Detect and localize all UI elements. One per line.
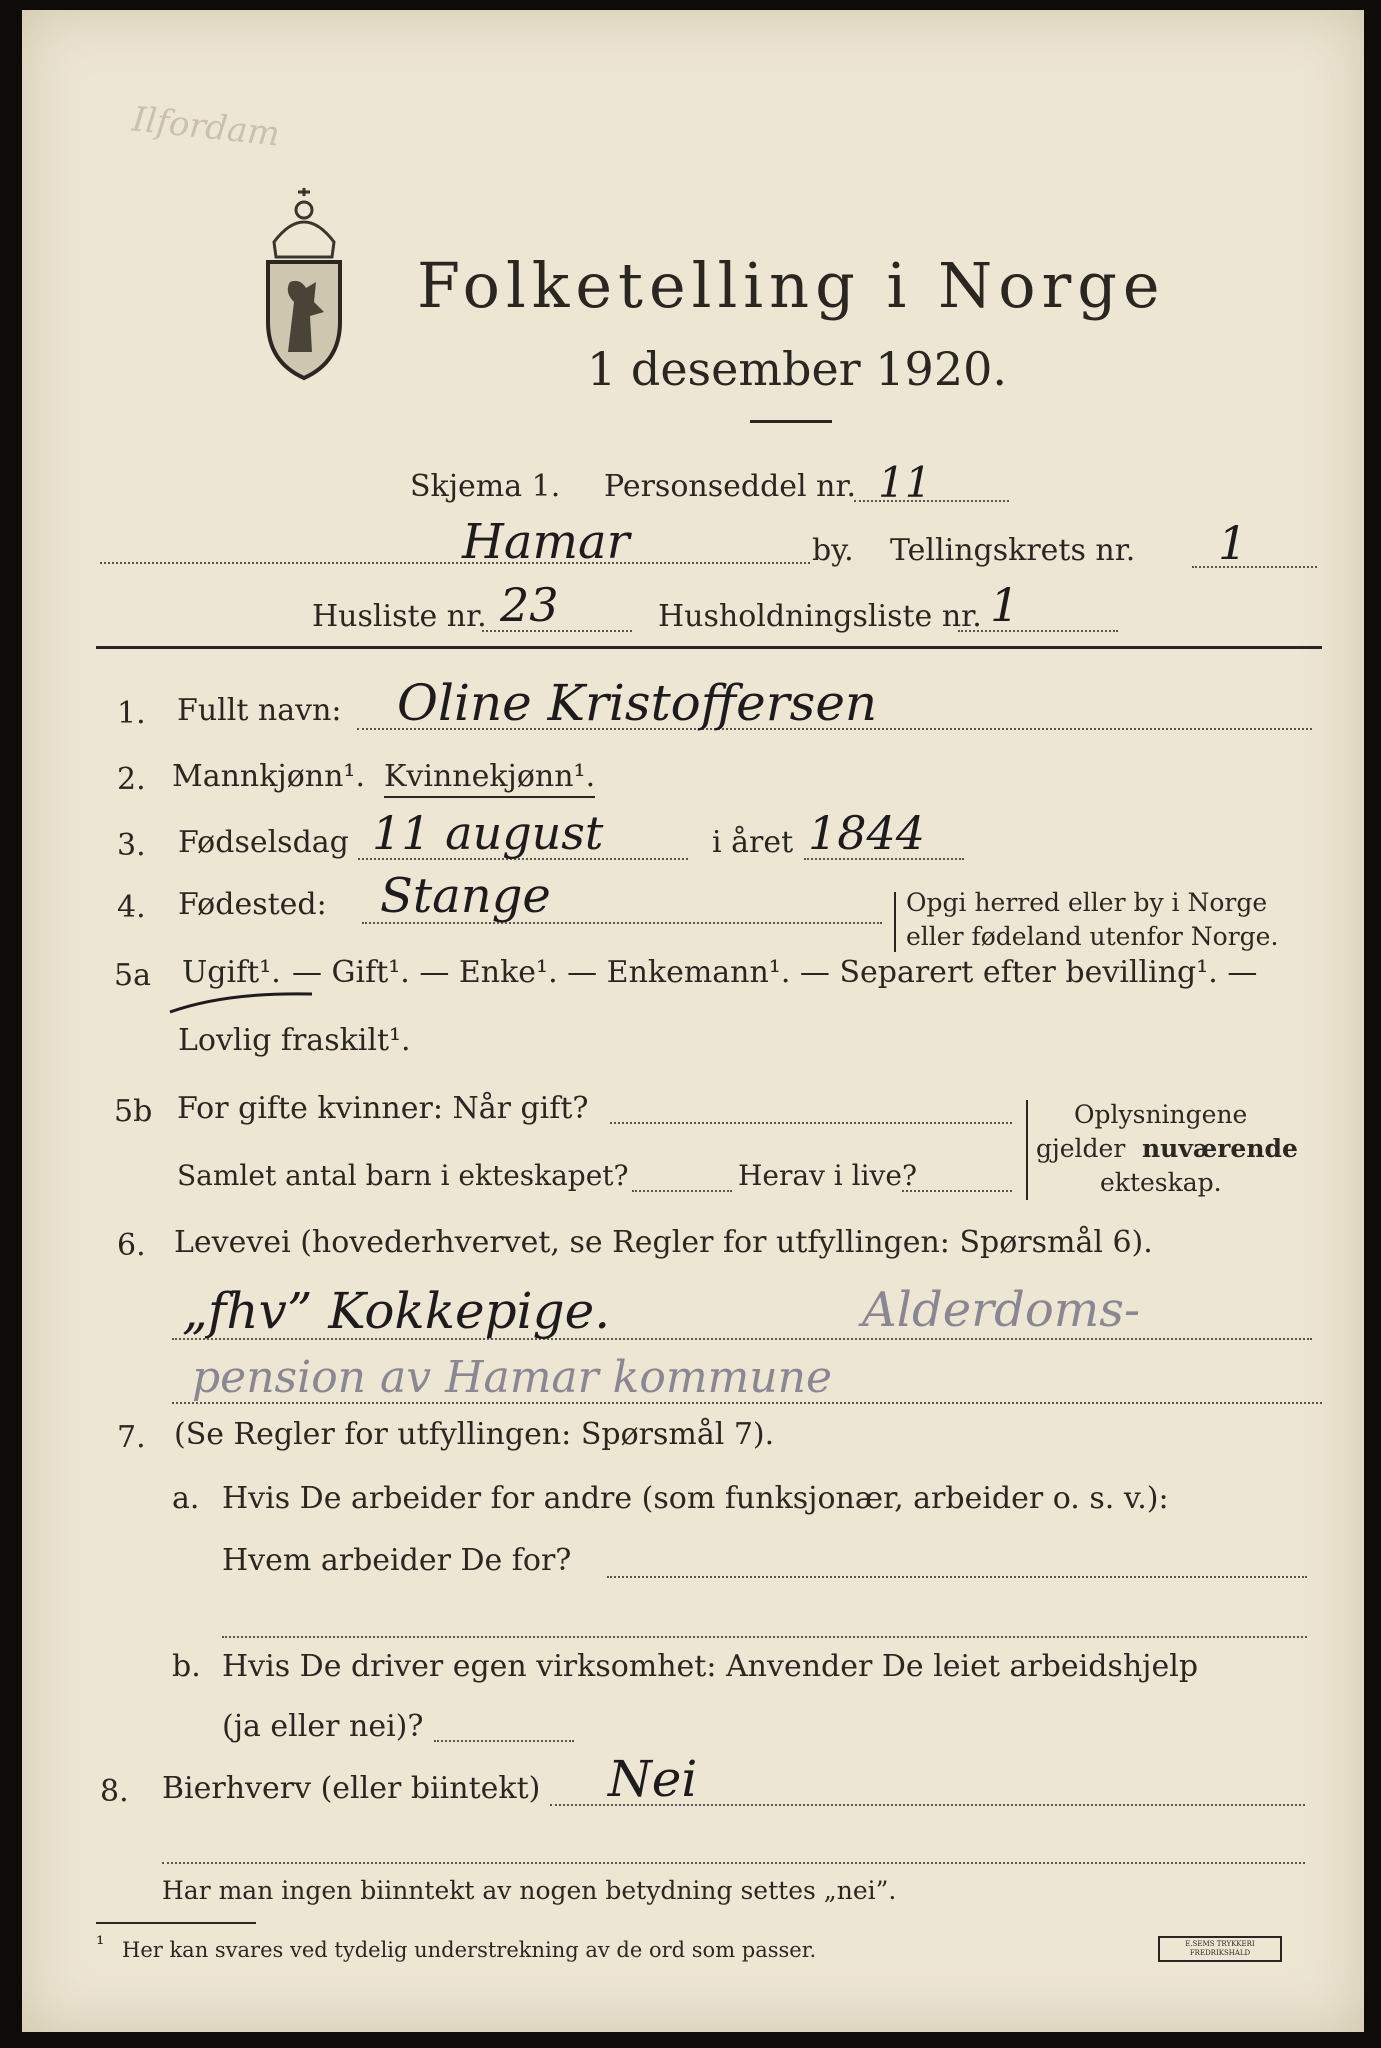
q4-value[interactable]: Stange bbox=[380, 868, 551, 924]
q2-number: 2. bbox=[117, 762, 146, 797]
q5b-number: 5b bbox=[114, 1094, 153, 1129]
q1-number: 1. bbox=[117, 696, 146, 731]
q4-note1: Opgi herred eller by i Norge bbox=[906, 888, 1268, 917]
q2-mann: Mannkjønn¹. bbox=[172, 759, 365, 794]
q5a-ugift: Ugift¹. bbox=[182, 955, 281, 990]
q3-label: Fødselsdag bbox=[178, 825, 349, 860]
q3-year-label: i året bbox=[712, 825, 794, 860]
q5b-label2: Samlet antal barn i ekteskapet? bbox=[177, 1159, 629, 1192]
footer-note: Har man ingen biinntekt av nogen betydning settes „nei”. bbox=[162, 1876, 897, 1905]
husholdningsliste-label: Husholdningsliste nr. bbox=[658, 599, 982, 634]
q6-number: 6. bbox=[117, 1228, 146, 1263]
q8-label: Bierhverv (eller biintekt) bbox=[162, 1771, 541, 1806]
tellingskrets-line bbox=[1192, 566, 1317, 568]
q5b-brace bbox=[1026, 1100, 1028, 1200]
printer-stamp: E.SEMS TRYKKERI FREDRIKSHALD bbox=[1158, 1936, 1282, 1962]
husliste-value[interactable]: 23 bbox=[500, 578, 559, 632]
q7a-line2 bbox=[222, 1636, 1307, 1638]
q7b-question: (ja eller nei)? bbox=[222, 1709, 424, 1744]
q7-number: 7. bbox=[117, 1420, 146, 1455]
personseddel-label: Personseddel nr. bbox=[604, 469, 857, 504]
q5b-line3 bbox=[902, 1190, 1012, 1192]
q7a-question: Hvem arbeider De for? bbox=[222, 1543, 572, 1578]
q7-label: (Se Regler for utfyllingen: Spørsmål 7). bbox=[174, 1417, 775, 1452]
q7a-text: Hvis De arbeider for andre (som funksjonær, arbeider o. s. v.): bbox=[222, 1481, 1169, 1516]
husliste-label: Husliste nr. bbox=[312, 599, 487, 634]
husholdningsliste-value[interactable]: 1 bbox=[990, 578, 1020, 632]
q4-note2: eller fødeland utenfor Norge. bbox=[906, 922, 1279, 951]
q8-number: 8. bbox=[100, 1774, 129, 1809]
q5b-note3: ekteskap. bbox=[1100, 1168, 1222, 1197]
q5b-line1 bbox=[610, 1122, 1012, 1124]
q1-label: Fullt navn: bbox=[177, 693, 342, 728]
q7b-text: Hvis De driver egen virksomhet: Anvender De leiet arbeidshjelp bbox=[222, 1649, 1199, 1684]
town-value[interactable]: Hamar bbox=[462, 514, 630, 570]
q5b-line2 bbox=[632, 1190, 732, 1192]
form-title: Folketelling i Norge bbox=[417, 249, 1166, 322]
q3-year-value[interactable]: 1844 bbox=[808, 806, 926, 860]
header-divider bbox=[96, 646, 1322, 649]
footnote-mark: ¹ bbox=[96, 1932, 105, 1956]
q2-kvinne: Kvinnekjønn¹. bbox=[384, 762, 595, 798]
tellingskrets-value[interactable]: 1 bbox=[1218, 516, 1248, 570]
q8-value[interactable]: Nei bbox=[608, 1750, 698, 1808]
q3-value[interactable]: 11 august bbox=[372, 806, 604, 860]
form-date: 1 desember 1920. bbox=[587, 342, 1007, 396]
faint-pencil-mark: Ilfordam bbox=[130, 99, 282, 155]
skjema-label: Skjema 1. bbox=[410, 469, 561, 504]
q7a-line1 bbox=[607, 1576, 1307, 1578]
q7b-number: b. bbox=[172, 1649, 201, 1684]
q5a-rest: — Gift¹. — Enke¹. — Enkemann¹. — Separert efter bevilling¹. — bbox=[292, 955, 1258, 990]
title-divider bbox=[750, 420, 832, 423]
q5b-label1: For gifte kvinner: Når gift? bbox=[177, 1091, 589, 1126]
tellingskrets-label: Tellingskrets nr. bbox=[890, 533, 1136, 568]
by-label: by. bbox=[812, 533, 854, 568]
q7b-line bbox=[434, 1740, 574, 1742]
q4-brace bbox=[894, 892, 896, 952]
q6-label: Levevei (hovederhvervet, se Regler for utfyllingen: Spørsmål 6). bbox=[174, 1225, 1153, 1260]
personseddel-value[interactable]: 11 bbox=[878, 458, 932, 507]
q3-number: 3. bbox=[117, 828, 146, 863]
footer-divider bbox=[96, 1922, 256, 1924]
q5a-underline-mark bbox=[166, 988, 316, 1018]
q8-line2 bbox=[162, 1862, 1305, 1864]
q1-value[interactable]: Oline Kristoffersen bbox=[397, 674, 878, 732]
q5b-note1: Oplysningene bbox=[1074, 1100, 1248, 1129]
q5b-note2a: gjelder bbox=[1036, 1134, 1126, 1163]
q4-number: 4. bbox=[117, 890, 146, 925]
q6-value1b[interactable]: Alderdoms- bbox=[862, 1282, 1141, 1338]
q6-value2[interactable]: pension av Hamar kommune bbox=[192, 1352, 832, 1403]
town-line bbox=[100, 562, 810, 564]
q5b-note2b: nuværende bbox=[1142, 1134, 1298, 1163]
census-form bbox=[22, 10, 1364, 2032]
q6-value1[interactable]: „fhv” Kokkepige. bbox=[182, 1282, 611, 1340]
footnote-text: Her kan svares ved tydelig understrekning av de ord som passer. bbox=[122, 1938, 817, 1962]
q4-label: Fødested: bbox=[178, 887, 327, 922]
q5a-number: 5a bbox=[114, 958, 151, 993]
coat-of-arms-icon bbox=[254, 182, 354, 382]
q5b-label3: Herav i live? bbox=[738, 1159, 917, 1192]
q7a-number: a. bbox=[172, 1481, 200, 1516]
q5a-line2: Lovlig fraskilt¹. bbox=[178, 1023, 411, 1058]
husholdningsliste-line bbox=[958, 630, 1118, 632]
